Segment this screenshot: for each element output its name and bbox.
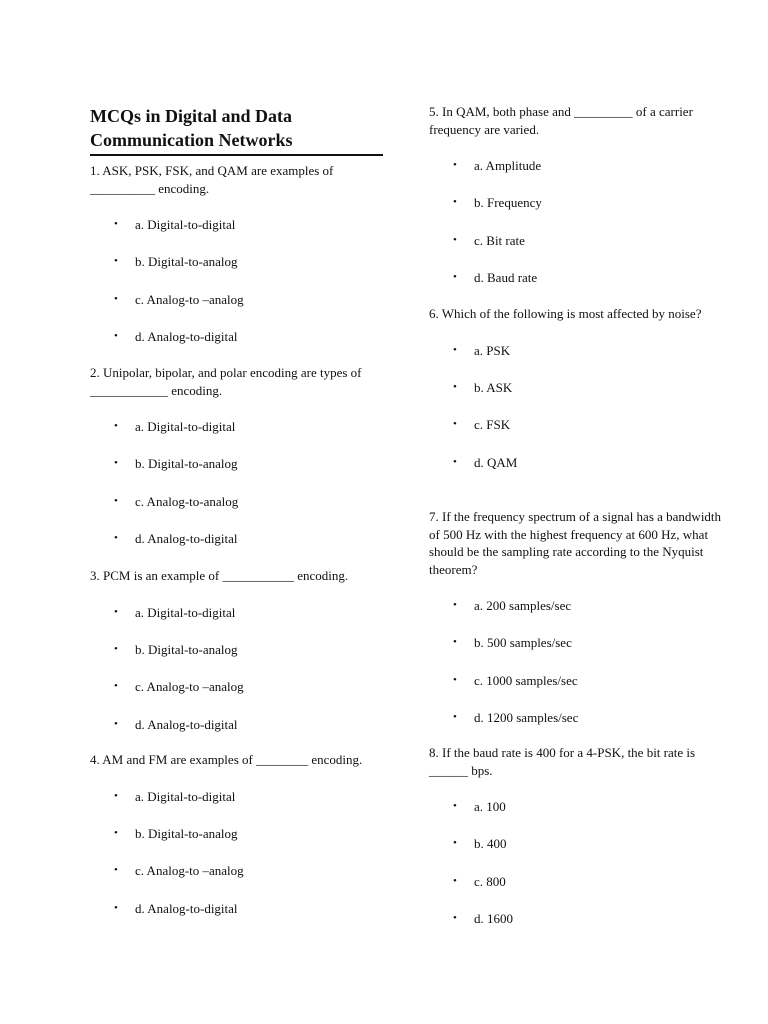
option-item: [90, 418, 386, 455]
question-3: [90, 567, 386, 753]
bullet-icon: •: [453, 636, 457, 649]
option-label: b. Digital-to-analog: [135, 825, 238, 841]
option-item: [429, 835, 729, 872]
option-list: [90, 788, 386, 938]
question-text: 7. If the frequency spectrum of a signal has a bandwidth of 500 Hz with the highest frequency at 600 Hz, what should be the sampling rate according to the Nyquist theorem?: [429, 509, 722, 577]
option-item: [90, 291, 386, 328]
option-item: [429, 157, 729, 194]
bullet-icon: •: [114, 218, 118, 230]
option-item: [429, 910, 729, 947]
question-text: 6. Which of the following is most affected by noise?: [429, 306, 702, 321]
bullet-icon: •: [453, 159, 457, 171]
option-item: [90, 328, 386, 365]
option-label: b. Digital-to-analog: [135, 641, 238, 657]
option-item: [429, 454, 729, 491]
option-label: b. Digital-to-analog: [135, 254, 238, 270]
option-item: [429, 342, 729, 379]
bullet-icon: •: [114, 717, 118, 730]
bullet-icon: •: [114, 292, 118, 305]
bullet-icon: •: [114, 789, 118, 802]
option-label: b. Frequency: [474, 195, 542, 211]
option-label: d. Analog-to-digital: [135, 716, 238, 732]
question-text: 4. AM and FM are examples of ________ encoding.: [90, 752, 363, 767]
option-item: [429, 798, 729, 835]
bullet-icon: •: [114, 901, 118, 914]
bullet-icon: •: [453, 271, 457, 284]
option-item: [429, 232, 729, 269]
bullet-icon: •: [453, 711, 457, 724]
bullet-icon: •: [453, 912, 457, 925]
option-label: c. Analog-to –analog: [135, 291, 244, 307]
option-item: [90, 455, 386, 492]
option-label: d. 1200 samples/sec: [474, 710, 579, 726]
question-text: 2. Unipolar, bipolar, and polar encoding are types of ____________ encoding.: [90, 365, 362, 398]
option-item: [429, 194, 729, 231]
bullet-icon: •: [114, 255, 118, 268]
bullet-icon: •: [453, 343, 457, 356]
option-label: d. Analog-to-digital: [135, 531, 238, 547]
question-text: 3. PCM is an example of ___________ encoding.: [90, 568, 349, 583]
bullet-icon: •: [453, 418, 457, 431]
question-text: 1. ASK, PSK, FSK, and QAM are examples of __________ encoding.: [90, 163, 334, 196]
option-item: [90, 216, 386, 253]
bullet-icon: •: [114, 826, 118, 839]
option-label: a. Digital-to-digital: [135, 788, 236, 804]
bullet-icon: •: [114, 680, 118, 693]
option-item: [90, 678, 386, 715]
option-label: d. Baud rate: [474, 270, 538, 286]
option-list: [429, 798, 729, 948]
question-text: 8. If the baud rate is 400 for a 4-PSK, the bit rate is ______ bps.: [429, 745, 696, 778]
bullet-icon: •: [453, 673, 457, 686]
bullet-icon: •: [114, 642, 118, 655]
option-label: d. Analog-to-digital: [135, 329, 238, 345]
option-list: [90, 604, 386, 754]
option-label: c. Analog-to –analog: [135, 863, 244, 879]
option-label: b. 400: [474, 836, 507, 852]
option-list: [429, 342, 729, 492]
option-label: c. FSK: [474, 417, 511, 433]
option-item: [429, 873, 729, 910]
bullet-icon: •: [114, 494, 118, 507]
option-item: [90, 716, 386, 753]
option-item: [429, 269, 729, 306]
option-item: [429, 379, 729, 416]
option-label: a. Digital-to-digital: [135, 217, 236, 232]
option-label: c. Analog-to-analog: [135, 493, 239, 509]
bullet-icon: •: [114, 532, 118, 545]
question-text: 5. In QAM, both phase and _________ of a carrier frequency are varied.: [429, 104, 693, 137]
question-2: [90, 364, 386, 568]
option-item: [429, 709, 729, 746]
option-item: [90, 641, 386, 678]
option-label: c. Bit rate: [474, 232, 525, 248]
page-title: MCQs in Digital and Data Communication Networks: [90, 104, 383, 156]
option-label: c. 1000 samples/sec: [474, 672, 578, 688]
option-item: [90, 253, 386, 290]
option-list: [429, 597, 729, 747]
option-label: a. PSK: [474, 342, 511, 358]
bullet-icon: •: [453, 455, 457, 468]
option-item: [90, 788, 386, 825]
option-label: b. 500 samples/sec: [474, 635, 572, 651]
question-8: [429, 744, 729, 948]
question-4: [90, 751, 386, 937]
option-label: a. 100: [474, 799, 506, 814]
option-item: [429, 416, 729, 453]
option-label: a. 200 samples/sec: [474, 598, 572, 613]
option-item: [90, 530, 386, 567]
option-label: a. Amplitude: [474, 158, 542, 173]
option-item: [90, 604, 386, 641]
option-list: [90, 418, 386, 568]
option-label: c. 800: [474, 873, 506, 889]
option-label: a. Digital-to-digital: [135, 604, 236, 620]
option-label: b. ASK: [474, 379, 513, 395]
bullet-icon: •: [114, 864, 118, 877]
bullet-icon: •: [114, 457, 118, 470]
option-item: [90, 825, 386, 862]
question-7: [429, 508, 729, 747]
option-item: [429, 597, 729, 634]
question-6: [429, 305, 729, 491]
option-label: d. QAM: [474, 454, 518, 470]
bullet-icon: •: [453, 874, 457, 887]
bullet-icon: •: [453, 800, 457, 812]
bullet-icon: •: [453, 196, 457, 209]
option-label: d. Analog-to-digital: [135, 900, 238, 916]
option-item: [429, 672, 729, 709]
option-item: [90, 862, 386, 899]
bullet-icon: •: [453, 233, 457, 246]
option-item: [90, 900, 386, 937]
option-label: a. Digital-to-digital: [135, 419, 236, 434]
bullet-icon: •: [453, 599, 457, 611]
bullet-icon: •: [114, 420, 118, 432]
option-label: c. Analog-to –analog: [135, 679, 244, 695]
option-item: [429, 634, 729, 671]
question-5: [429, 103, 729, 307]
bullet-icon: •: [114, 330, 118, 343]
bullet-icon: •: [453, 380, 457, 393]
option-list: [90, 216, 386, 366]
bullet-icon: •: [114, 605, 118, 618]
option-label: d. 1600: [474, 911, 513, 927]
bullet-icon: •: [453, 837, 457, 850]
option-label: b. Digital-to-analog: [135, 456, 238, 472]
option-list: [429, 157, 729, 307]
question-1: [90, 162, 386, 366]
option-item: [90, 493, 386, 530]
